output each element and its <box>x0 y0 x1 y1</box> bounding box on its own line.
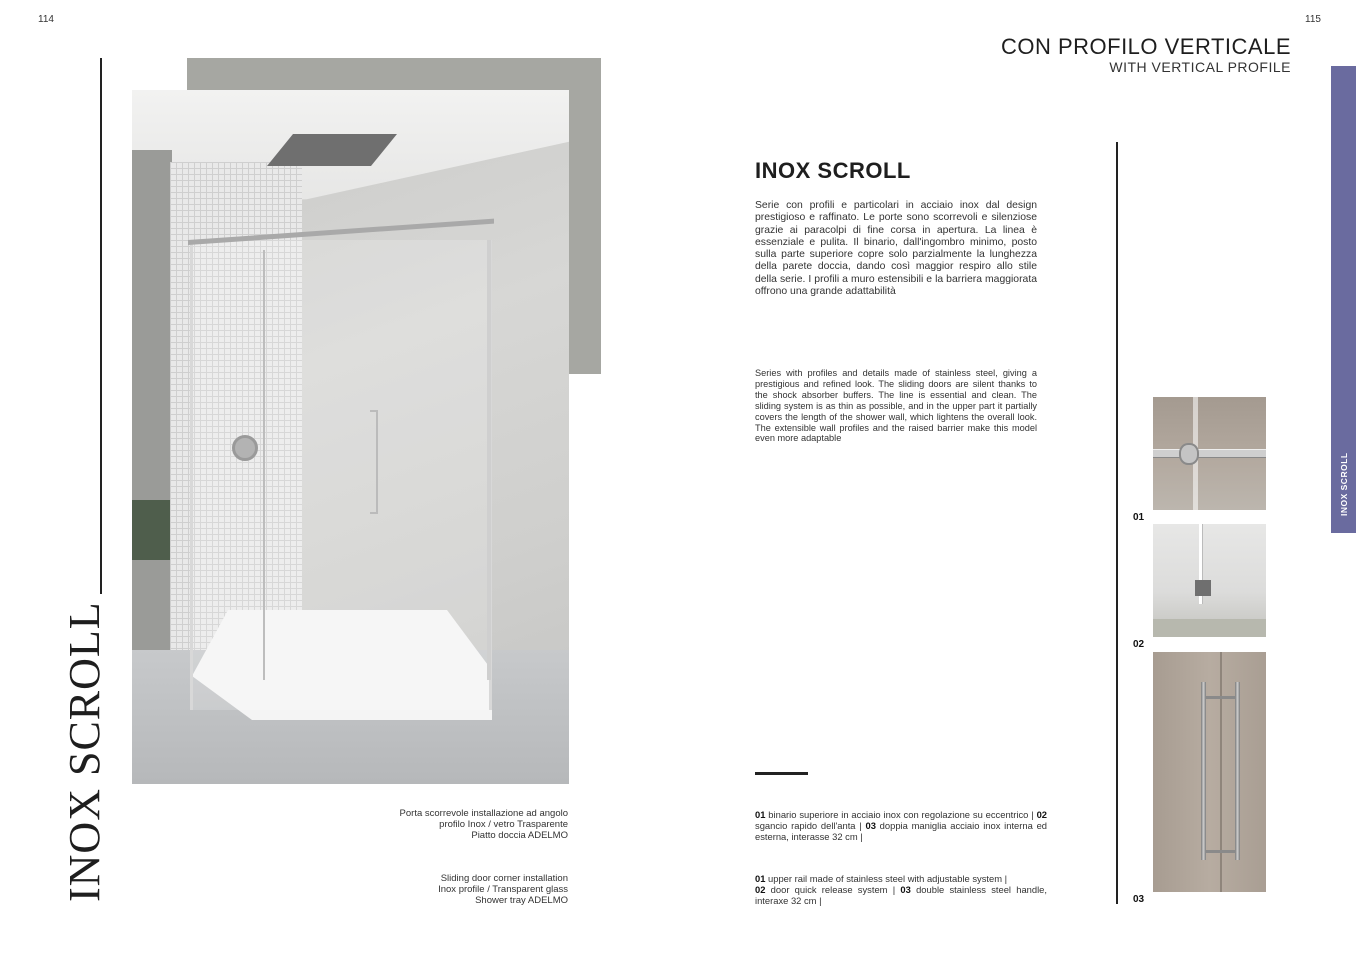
glass-seam <box>1220 652 1222 892</box>
quick-release-detail-photo <box>1153 524 1266 637</box>
description-italian: Serie con profili e particolari in acciaio inox dal design prestigioso e raffinato. Le porte sono scorrevoli e silenziose grazie ai paracolpi di fine corsa in apertura. La linea è essenziale e pulita. Il binario, dall'ingombro minimo, posto sulla parte superiore copre solo parzialmente la lunghezza della parete doccia, dando così maggior respiro allo stile della serie. I profili a muro estensibili e la barriera maggiorata offrono una grande adattabilità <box>755 200 1037 298</box>
caption-line: Porta scorrevole installazione ad angolo <box>399 808 568 819</box>
caption-line: Shower tray ADELMO <box>475 895 568 906</box>
vertical-product-title: INOX SCROLL <box>60 601 109 902</box>
side-index-tab-label: INOX SCROLL <box>1339 452 1349 516</box>
upper-rail-detail-photo <box>1153 397 1266 510</box>
double-handle-detail-photo <box>1153 652 1266 892</box>
caption-line: Inox profile / Transparent glass <box>438 884 568 895</box>
side-profile <box>487 240 491 680</box>
description-english: Series with profiles and details made of stainless steel, giving a prestigious and refined look. The sliding doors are silent thanks to the shock absorber buffers. The line is essential and clean. The sliding system is as thin as possible, and in the upper part it partially covers the length of the shower wall, which lightens the overall look. The extensible wall profiles and the raised barrier make this model even more adaptable <box>755 368 1037 444</box>
product-title: INOX SCROLL <box>755 158 911 183</box>
page-number-right: 115 <box>1305 14 1321 25</box>
door-handle <box>370 410 378 514</box>
bench <box>132 500 172 560</box>
detail-text: double stainless steel handle, interaxe 32 cm | <box>755 884 1047 906</box>
detail-number: 03 <box>900 884 911 895</box>
eccentric-roller <box>1179 443 1199 465</box>
detail-number: 01 <box>755 809 766 820</box>
thumbnail-label: 02 <box>1133 639 1145 650</box>
detail-text: upper rail made of stainless steel with adjustable system | <box>765 873 1008 884</box>
detail-text: door quick release system | <box>765 884 901 895</box>
caption-line: Sliding door corner installation <box>440 873 568 884</box>
detail-text: sgancio rapido dell'anta | <box>755 820 866 831</box>
tray-edge <box>1153 619 1266 637</box>
detail-number: 02 <box>1036 809 1047 820</box>
thumbnail-label: 01 <box>1133 512 1145 523</box>
details-english <box>755 873 1047 906</box>
rail <box>1153 449 1266 458</box>
caption-line: profilo Inox / vetro Trasparente <box>439 819 568 830</box>
section-title: CON PROFILO VERTICALE <box>1000 34 1291 59</box>
details-italian <box>755 809 1047 842</box>
section-subtitle: WITH VERTICAL PROFILE <box>1109 59 1291 75</box>
detail-number: 03 <box>865 820 876 831</box>
vertical-rule-left <box>100 58 102 594</box>
thumbnail-label: 03 <box>1133 894 1145 905</box>
handle-bar <box>1201 682 1206 860</box>
mixer-valve <box>232 435 258 461</box>
handle-mount <box>1206 696 1235 699</box>
handle-mount <box>1206 850 1235 853</box>
caption-italian <box>400 808 568 841</box>
handle-bar <box>1235 682 1240 860</box>
detail-number: 01 <box>755 873 766 884</box>
caption-english <box>438 873 568 906</box>
detail-text: binario superiore in acciaio inox con regolazione su eccentrico | <box>765 809 1037 820</box>
caption-line: Piatto doccia ADELMO <box>471 830 568 841</box>
shower-enclosure-photo <box>132 90 569 784</box>
vertical-rule-right <box>1116 142 1118 904</box>
detail-number: 02 <box>755 884 766 895</box>
detail-text: doppia maniglia acciaio inox interna ed esterna, interasse 32 cm | <box>755 820 1048 842</box>
glass-divider <box>263 250 265 680</box>
page-number-left: 114 <box>38 14 54 25</box>
release-clamp <box>1195 580 1211 596</box>
short-divider <box>755 772 808 775</box>
glass-panels <box>190 240 492 710</box>
